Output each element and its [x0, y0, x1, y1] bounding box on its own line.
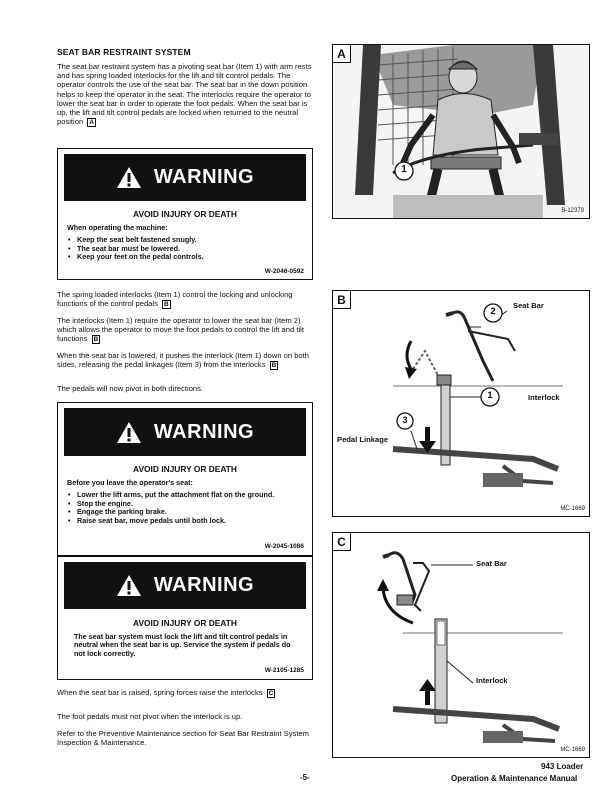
- paragraph-text: When the seat bar is raised, spring forces raise the interlocks: [57, 688, 263, 697]
- warning-banner-1: [64, 154, 306, 201]
- warning-item: • Stop the engine.: [67, 500, 305, 508]
- warning-heading: AVOID INJURY OR DEATH: [133, 464, 237, 474]
- warning-code: W-2046-0592: [264, 268, 304, 275]
- figure-tag-c: C: [333, 533, 351, 551]
- callout-number: 3: [402, 415, 408, 425]
- warning-item: • Lower the lift arms, put the attachment flat on the ground.: [67, 491, 305, 499]
- seat-bar-label: Seat Bar: [513, 301, 544, 310]
- warning-lead: When operating the machine:: [67, 223, 168, 232]
- warning-triangle-icon: [116, 166, 142, 189]
- callout-number: 2: [490, 306, 496, 317]
- warning-heading: AVOID INJURY OR DEATH: [133, 618, 237, 628]
- warning-item: • Keep your feet on the pedal controls.: [67, 253, 303, 261]
- figure-ref-c: C: [268, 690, 274, 697]
- footer-model: 943 Loader: [541, 762, 584, 771]
- pedal-linkage-label: Pedal Linkage: [337, 435, 389, 444]
- warning-box-1: [57, 148, 313, 280]
- warning-banner-3: [64, 562, 306, 609]
- paragraph-3: [57, 316, 313, 344]
- paragraph-8: Refer to the Preventive Maintenance section for Seat Bar Restraint System Inspection & Maintenance.: [57, 729, 309, 748]
- warning-box-3: [57, 556, 313, 680]
- warning-code: W-2105-1285: [264, 667, 304, 674]
- figure-ref-b: B: [93, 336, 99, 344]
- warning-banner-text: WARNING: [153, 420, 255, 443]
- warning-box-2: [57, 402, 313, 556]
- intro-text: The seat bar restraint system has a pivoting seat bar (Item 1) with arm rests and has spring loaded interlocks for the lift and tilt control pedals. The operator controls the use of the seat bar. The seat bar in the down position helps to keep the operator in the seat. The interlocks require the operator to lower the seat bar in order to operate the foot pedals. When the seat bar is up, the lift and tilt control pedals are locked when returned to the neutral position: [57, 62, 312, 127]
- figure-ref-b: B: [271, 362, 277, 370]
- figure-code: MC-1669: [560, 747, 585, 753]
- warning-banner-2: [64, 408, 306, 456]
- warning-item: • Keep the seat belt fastened snugly.: [67, 236, 303, 244]
- warning-body-2: [67, 479, 305, 525]
- paragraph-6: [57, 688, 313, 698]
- warning-list: [67, 236, 303, 261]
- figure-tag-b: B: [333, 291, 351, 309]
- figure-b: [332, 290, 590, 517]
- figure-code: B-12379: [561, 208, 584, 214]
- warning-heading: AVOID INJURY OR DEATH: [133, 209, 237, 219]
- warning-triangle-icon: [116, 574, 142, 597]
- section-title: SEAT BAR RESTRAINT SYSTEM: [57, 47, 191, 57]
- warning-lead: Before you leave the operator's seat:: [67, 478, 193, 487]
- warning-banner-text: WARNING: [153, 574, 255, 596]
- figure-a-illustration: [333, 45, 589, 218]
- paragraph-7: The foot pedals must not pivot when the interlock is up.: [57, 712, 243, 721]
- warning-body-1: [67, 224, 303, 262]
- figure-b-illustration: [333, 291, 589, 516]
- figure-code: MC-1669: [560, 506, 585, 512]
- warning-triangle-icon: [116, 421, 142, 444]
- figure-tag-a: A: [333, 45, 351, 63]
- seat-bar-label: Seat Bar: [476, 559, 507, 568]
- warning-banner-text: WARNING: [153, 166, 255, 188]
- paragraph-4: [57, 351, 313, 370]
- paragraph-2: [57, 290, 313, 309]
- paragraph-text: When the seat bar is lowered, it pushes the interlock (Item 1) down on both sides, releasing the pedal linkages (Item 3) from the interlocks: [57, 351, 309, 370]
- warning-list: [67, 491, 305, 525]
- warning-body-3: The seat bar system must lock the lift and tilt control pedals in neutral when the seat bar is up. Service the system if pedals do not lock correctly.: [74, 632, 291, 658]
- figure-c-illustration: [333, 533, 589, 757]
- warning-item: • The seat bar must be lowered.: [67, 245, 303, 253]
- paragraph-text: The spring loaded interlocks (Item 1) control the locking and unlocking functions of the control pedals: [57, 290, 293, 309]
- figure-ref-a: A: [89, 119, 95, 127]
- paragraph-text: The interlocks (Item 1) require the operator to lower the seat bar (Item 2) which allows the operator to move the foot pedals to control the lift and tilt functions: [57, 316, 304, 344]
- interlock-label: Interlock: [476, 676, 508, 685]
- warning-code: W-2045-1086: [264, 543, 304, 550]
- figure-a: [332, 44, 590, 219]
- page-number: -5-: [300, 773, 310, 782]
- warning-item: • Engage the parking brake.: [67, 508, 305, 516]
- warning-item: • Raise seat bar, move pedals until both lock.: [67, 517, 305, 525]
- intro-paragraph: [57, 62, 313, 127]
- callout-number: 1: [487, 390, 493, 401]
- callout-number: 1: [401, 164, 407, 175]
- figure-c: [332, 532, 590, 758]
- figure-ref-b: B: [164, 301, 169, 309]
- paragraph-5: The pedals will now pivot in both directions.: [57, 384, 204, 393]
- interlock-label: Interlock: [528, 393, 560, 402]
- footer-manual: Operation & Maintenance Manual: [451, 774, 578, 783]
